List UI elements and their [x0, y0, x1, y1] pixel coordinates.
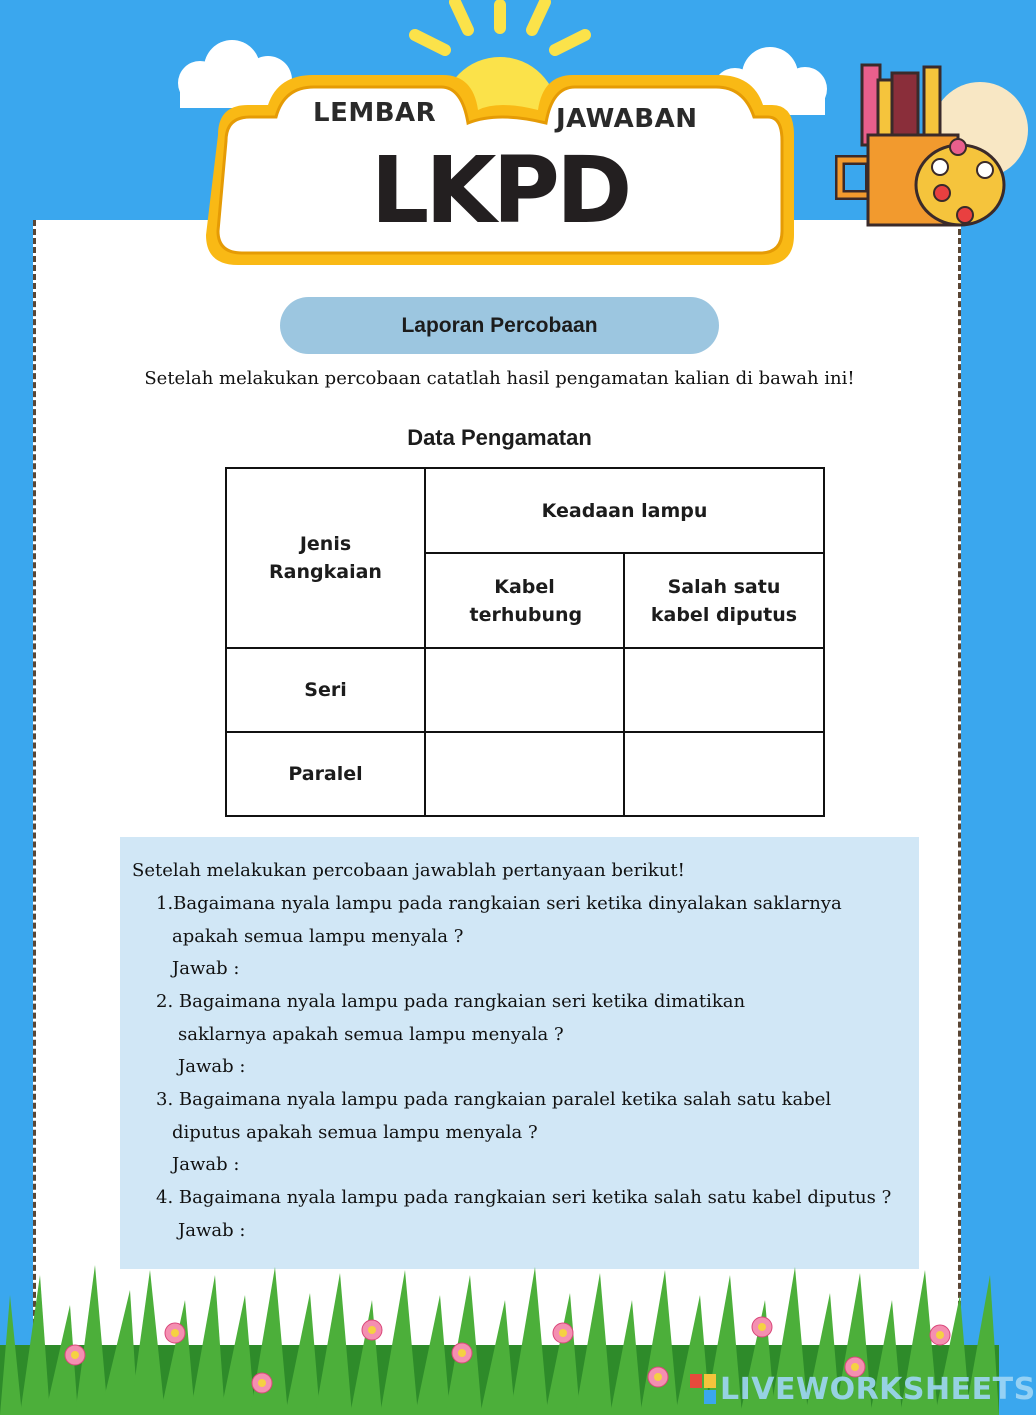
row-label-paralel: Paralel — [226, 732, 425, 816]
question-1-line-1: 1.Bagaimana nyala lampu pada rangkaian seri ketika dinyalakan saklarnya — [156, 893, 842, 914]
answer-label-1[interactable]: Jawab : — [172, 958, 240, 979]
subheader-label: Salah satu kabel diputus — [650, 575, 798, 626]
answer-label-4[interactable]: Jawab : — [178, 1220, 246, 1241]
answer-cell-paralel-terhubung[interactable] — [425, 732, 624, 816]
table-title: Data Pengamatan — [407, 425, 592, 450]
question-2-line-2: saklarnya apakah semua lampu menyala ? — [178, 1024, 564, 1045]
row-label-seri: Seri — [226, 648, 425, 732]
answer-label-3[interactable]: Jawab : — [172, 1154, 240, 1175]
header-label: Jenis Rangkaian — [269, 533, 382, 583]
watermark-text: LIVEWORKSHEETS — [720, 1372, 1036, 1407]
questions-intro: Setelah melakukan percobaan jawablah pertanyaan berikut! — [132, 860, 685, 881]
observation-table — [225, 467, 825, 817]
answer-label-2[interactable]: Jawab : — [178, 1056, 246, 1077]
header-word-lembar: LEMBAR — [313, 98, 437, 128]
table-subheader-kabel-terhubung — [425, 553, 624, 648]
header-word-jawaban: JAWABAN — [556, 104, 698, 134]
question-4-line-1: 4. Bagaimana nyala lampu pada rangkaian seri ketika salah satu kabel diputus ? — [156, 1187, 892, 1208]
table-header-jenis-rangkaian — [226, 468, 425, 648]
liveworksheets-logo-icon — [690, 1374, 716, 1404]
question-2-line-1: 2. Bagaimana nyala lampu pada rangkaian seri ketika dimatikan — [156, 991, 746, 1012]
page-title: LKPD — [370, 137, 629, 244]
answer-cell-seri-diputus[interactable] — [624, 648, 824, 732]
pencil-cup-icon — [830, 55, 999, 225]
table-subheader-kabel-diputus — [624, 553, 824, 648]
answer-cell-seri-terhubung[interactable] — [425, 648, 624, 732]
question-3-line-2: diputus apakah semua lampu menyala ? — [172, 1122, 538, 1143]
subheader-label: Kabel terhubung — [469, 575, 583, 626]
answer-cell-paralel-diputus[interactable] — [624, 732, 824, 816]
instruction-text: Setelah melakukan percobaan catatlah hasil pengamatan kalian di bawah ini! — [144, 368, 855, 389]
question-3-line-1: 3. Bagaimana nyala lampu pada rangkaian paralel ketika salah satu kabel — [156, 1089, 832, 1110]
section-title-pill: Laporan Percobaan — [280, 297, 719, 354]
question-1-line-2: apakah semua lampu menyala ? — [172, 926, 464, 947]
table-header-keadaan-lampu: Keadaan lampu — [425, 468, 824, 553]
